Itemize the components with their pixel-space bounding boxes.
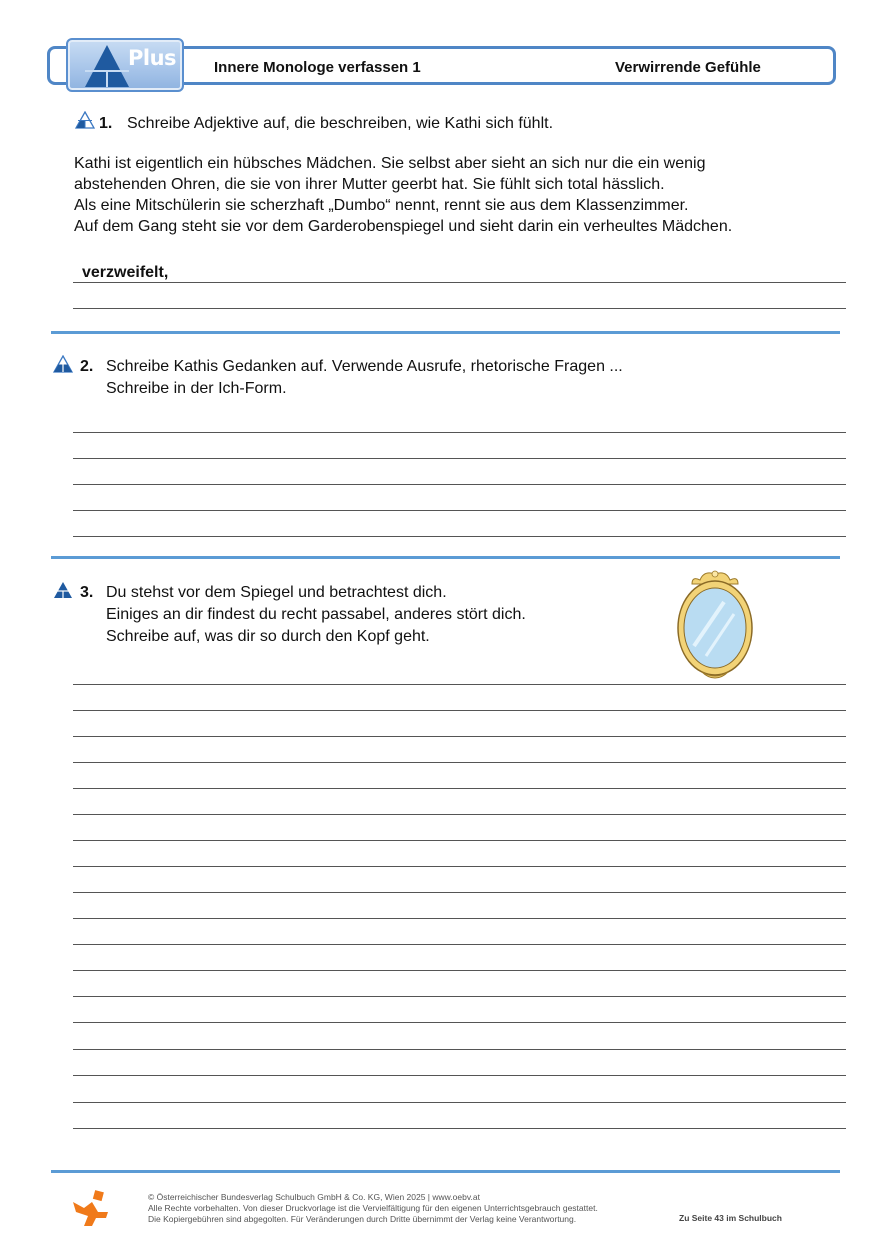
- story-line: Als eine Mitschülerin sie scherzhaft „Dumbo“ nennt, rennt sie aus dem Klassenzimmer.: [74, 197, 689, 214]
- task-3-instruction: [106, 582, 526, 648]
- task-2-instruction: [106, 356, 623, 400]
- instruction-line: Schreibe in der Ich-Form.: [106, 380, 287, 397]
- answer-line[interactable]: [73, 510, 846, 511]
- answer-line[interactable]: [73, 536, 846, 537]
- worksheet-title: Innere Monologe verfassen 1: [214, 59, 421, 76]
- answer-line[interactable]: [73, 814, 846, 815]
- mirror-illustration: [672, 568, 758, 680]
- answer-line[interactable]: [73, 1022, 846, 1023]
- textbook-page-reference: Zu Seite 43 im Schulbuch: [679, 1213, 782, 1223]
- answer-line[interactable]: [73, 736, 846, 737]
- answer-line[interactable]: [73, 762, 846, 763]
- plus-logo: [66, 38, 184, 92]
- answer-line[interactable]: [73, 996, 846, 997]
- logo-plus-label: Plus: [128, 46, 177, 70]
- pyramid-level-3-icon: [53, 581, 73, 599]
- answer-line[interactable]: [73, 1102, 846, 1103]
- answer-line[interactable]: [73, 1075, 846, 1076]
- worksheet-topic: Verwirrende Gefühle: [615, 59, 761, 76]
- answer-line[interactable]: [73, 308, 846, 309]
- story-text: [74, 153, 834, 237]
- instruction-line: Schreibe Kathis Gedanken auf. Verwende Ausrufe, rhetorische Fragen ...: [106, 358, 623, 375]
- footer-copyright: © Österreichischer Bundesverlag Schulbuch GmbH & Co. KG, Wien 2025 | www.oebv.at: [148, 1192, 480, 1202]
- answer-line[interactable]: [73, 970, 846, 971]
- answer-line[interactable]: [73, 484, 846, 485]
- footer-rights: Alle Rechte vorbehalten. Von dieser Druckvorlage ist die Vervielfältigung für den eigenen Unterrichtsgebrauch gestattet.: [148, 1203, 598, 1213]
- answer-line[interactable]: [73, 866, 846, 867]
- section-divider: [51, 556, 840, 559]
- instruction-line: Du stehst vor dem Spiegel und betrachtest dich.: [106, 584, 447, 601]
- answer-line[interactable]: [73, 282, 846, 283]
- pyramid-level-1-icon: [75, 111, 95, 129]
- answer-line[interactable]: [73, 944, 846, 945]
- task-1-number: 1.: [99, 115, 113, 132]
- section-divider: [51, 1170, 840, 1173]
- instruction-line: Schreibe auf, was dir so durch den Kopf geht.: [106, 628, 430, 645]
- answer-line[interactable]: [73, 788, 846, 789]
- pyramid-level-2-icon: [53, 355, 73, 373]
- answer-line[interactable]: [73, 840, 846, 841]
- story-line: Auf dem Gang steht sie vor dem Garderobenspiegel und sieht darin ein verheultes Mädchen.: [74, 218, 733, 235]
- section-divider: [51, 331, 840, 334]
- answer-line[interactable]: [73, 458, 846, 459]
- task-3-number: 3.: [80, 584, 94, 601]
- answer-line[interactable]: [73, 892, 846, 893]
- answer-line[interactable]: [73, 684, 846, 685]
- task-2-number: 2.: [80, 358, 94, 375]
- publisher-logo-icon: [70, 1190, 110, 1228]
- pyramid-logo-icon: [84, 44, 130, 88]
- answer-line[interactable]: [73, 918, 846, 919]
- answer-line[interactable]: [73, 432, 846, 433]
- answer-line[interactable]: [73, 1128, 846, 1129]
- answer-line[interactable]: [73, 1049, 846, 1050]
- answer-line[interactable]: [73, 710, 846, 711]
- footer-legal: [148, 1192, 598, 1225]
- story-line: abstehenden Ohren, die sie von ihrer Mutter geerbt hat. Sie fühlt sich total hässlich.: [74, 176, 665, 193]
- instruction-line: Einiges an dir findest du recht passabel, anderes stört dich.: [106, 606, 526, 623]
- story-line: Kathi ist eigentlich ein hübsches Mädchen. Sie selbst aber sieht an sich nur die ein wenig: [74, 155, 706, 172]
- task-1-instruction: Schreibe Adjektive auf, die beschreiben, wie Kathi sich fühlt.: [127, 115, 554, 132]
- footer-fees: Die Kopiergebühren sind abgegolten. Für Veränderungen durch Dritte übernimmt der Verlag keine Verantwortung.: [148, 1214, 577, 1224]
- answer-prefill-text: verzweifelt,: [82, 264, 169, 281]
